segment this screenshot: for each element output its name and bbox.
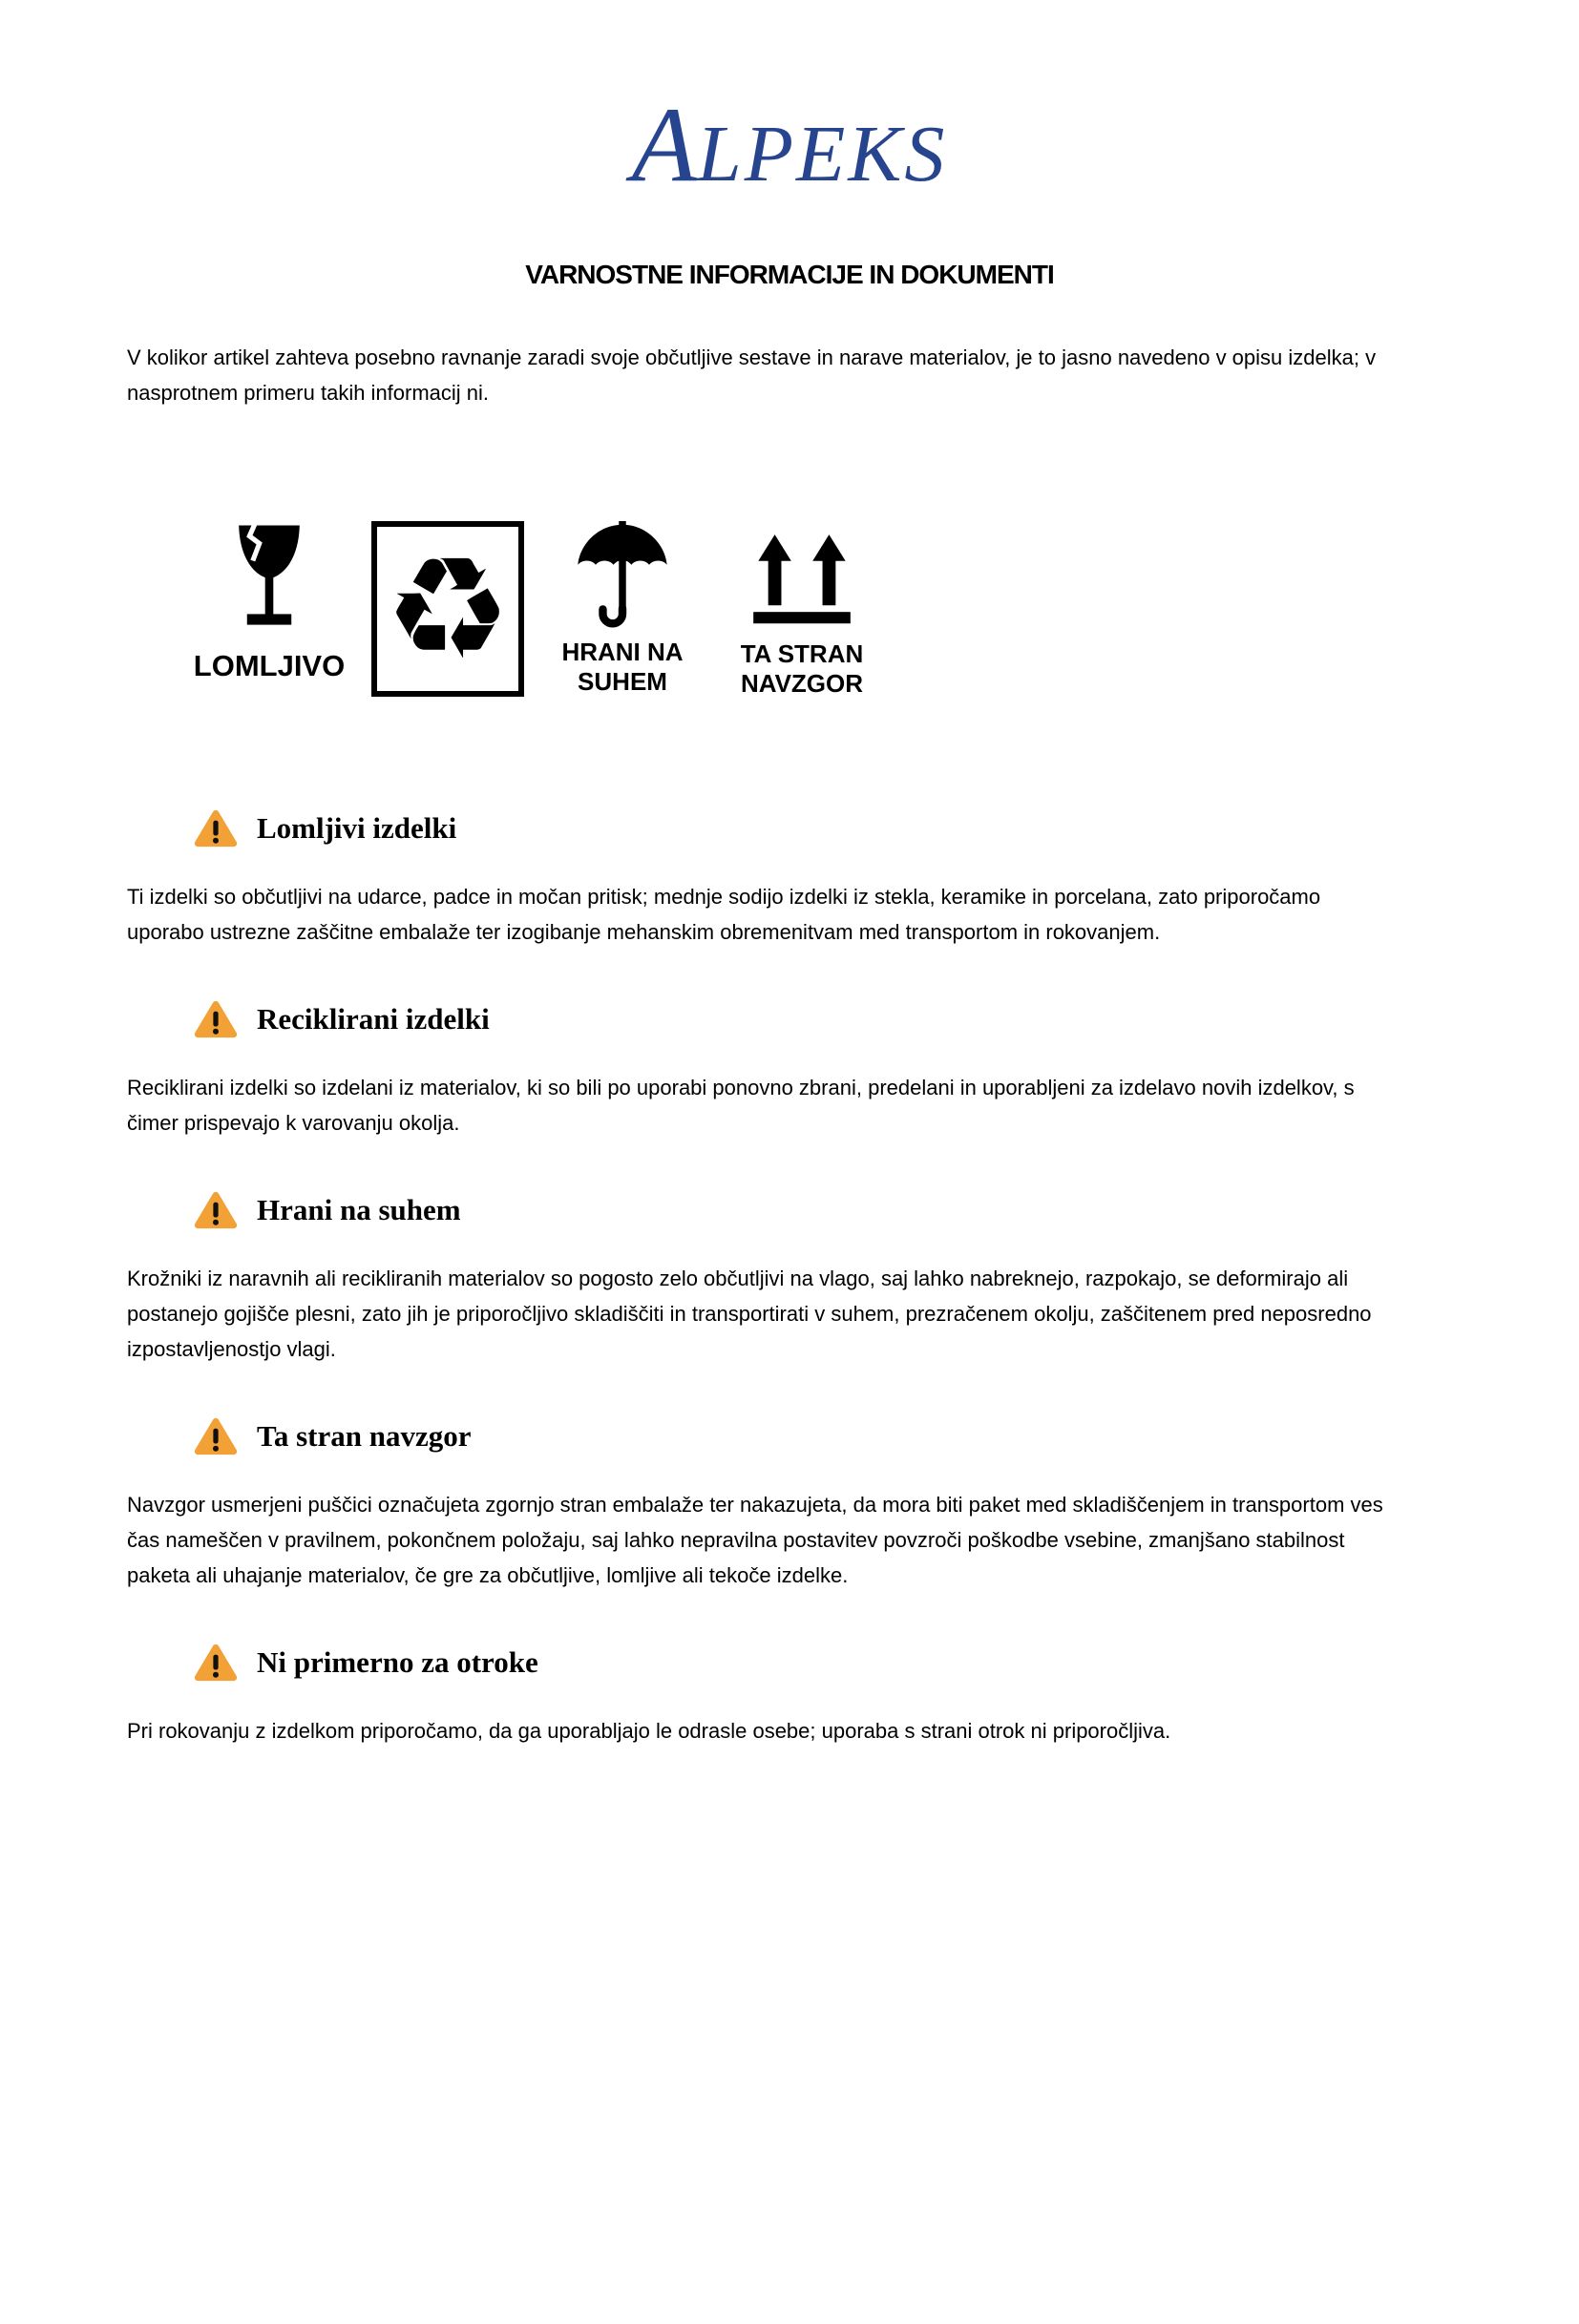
section-heading-row <box>127 1643 1387 1683</box>
warning-icon <box>194 1643 238 1683</box>
warning-icon <box>194 808 238 848</box>
section-paragraph: Pri rokovanju z izdelkom priporočamo, da ga uporabljajo le odrasle osebe; uporaba s strani otrok ni priporočljiva. <box>127 1719 1171 1744</box>
section-heading-row <box>127 1190 1387 1230</box>
section-not-for-children <box>127 1643 1387 1748</box>
section-heading-row <box>127 808 1387 848</box>
warning-icon <box>194 999 238 1039</box>
this-side-up-label: TA STRAN NAVZGOR <box>740 639 864 698</box>
fragile-symbol-block <box>184 521 354 684</box>
section-heading: Hrani na suhem <box>257 1193 461 1227</box>
logo-first-letter: A <box>631 86 698 204</box>
keep-dry-label: HRANI NA SUHEM <box>561 638 684 696</box>
recycle-border-box <box>371 521 524 697</box>
content-column <box>127 340 1387 1748</box>
section-heading: Lomljivi izdelki <box>257 811 457 846</box>
section-this-side-up <box>127 1416 1387 1593</box>
intro-paragraph: V kolikor artikel zahteva posebno ravnanje zaradi svoje občutljive sestave in narave materialov, je to jasno navedeno v opisu izdelka; v nasprotnem primeru takih informacij ni. <box>127 345 1377 405</box>
section-fragile-products <box>127 808 1387 950</box>
section-heading: Ni primerno za otroke <box>257 1645 538 1680</box>
recycle-symbol-block <box>368 521 528 697</box>
fragile-label: LOMLJIVO <box>193 649 346 682</box>
recycle-icon: ♻ <box>384 527 512 691</box>
packaging-icons-row <box>184 521 1387 698</box>
section-paragraph: Krožniki iz naravnih ali recikliranih materialov so pogosto zelo občutljivi na vlago, saj lahko nabreknejo, razpokajo, se deformirajo ali postanejo gojišče plesni, zato jih je priporočljivo skladiščiti in transportirati v suhem, prezračenem okolju, zaščitenem pred neposredno izpostavljenostjo vlagi. <box>127 1267 1372 1362</box>
section-paragraph: Navzgor usmerjeni puščici označujeta zgornjo stran embalaže ter nakazujeta, da mora biti paket med skladiščenjem in transportom ves čas nameščen v pravilnem, pokončnem položaju, saj lahko nepravilna postavitev povzroči poškodbe vsebine, zmanjšano stabilnost paketa ali uhajanje materialov, če gre za občutljive, lomljive ali tekoče izdelke. <box>127 1493 1383 1588</box>
section-heading: Ta stran navzgor <box>257 1419 472 1454</box>
page-title: VARNOSTNE INFORMACIJE IN DOKUMENTI <box>525 260 1054 289</box>
document-page <box>0 86 1579 2324</box>
this-side-up-symbol-block <box>717 521 887 698</box>
warning-icon <box>194 1190 238 1230</box>
logo-rest-letters: LPEKS <box>697 110 948 199</box>
section-paragraph: Ti izdelki so občutljivi na udarce, padce in močan pritisk; mednje sodijo izdelki iz stekla, keramike in porcelana, zato priporočamo uporabo ustrezne zaščitne embalaže ter izogibanje mehanskim obremenitvam med transportom in rokovanjem. <box>127 885 1321 945</box>
section-heading-row <box>127 1416 1387 1456</box>
keep-dry-icon <box>573 521 672 628</box>
section-heading-row <box>127 999 1387 1039</box>
section-heading: Reciklirani izdelki <box>257 1002 490 1036</box>
fragile-icon <box>228 521 310 636</box>
alpeks-logo <box>0 86 1579 204</box>
warning-icon <box>194 1416 238 1456</box>
this-side-up-icon <box>748 533 855 628</box>
section-paragraph: Reciklirani izdelki so izdelani iz materialov, ki so bili po uporabi ponovno zbrani, predelani in uporabljeni za izdelavo novih izdelkov, s čimer prispevajo k varovanju okolja. <box>127 1076 1355 1136</box>
keep-dry-symbol-block <box>541 521 704 696</box>
section-keep-dry <box>127 1190 1387 1367</box>
section-recycled-products <box>127 999 1387 1141</box>
